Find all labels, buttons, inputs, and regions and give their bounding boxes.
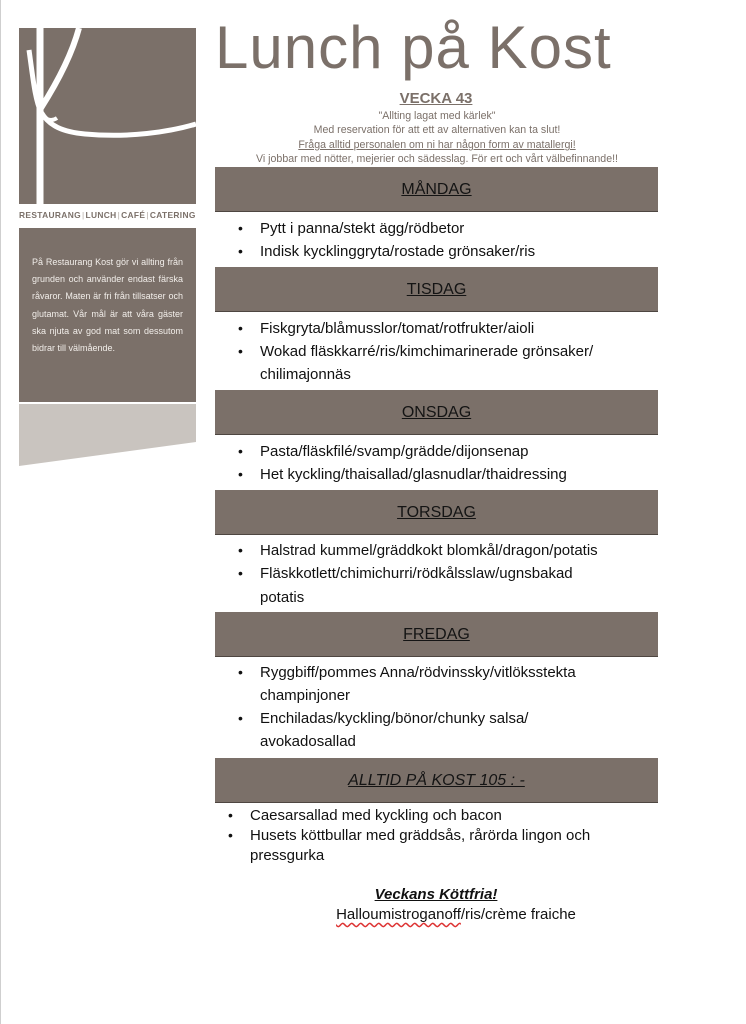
always-on-menu-label: ALLTID PÅ KOST 105 : - [348, 772, 525, 789]
tagline-lunch: LUNCH [85, 210, 117, 220]
list-item: • Indisk kycklinggryta/rostade grönsaker/ris [260, 240, 660, 263]
day-bar-tuesday [215, 267, 658, 312]
list-item-continuation: pressgurka [250, 847, 325, 864]
bullet-icon: • [228, 807, 233, 823]
allergy-note: Fråga alltid personalen om ni har någon form av matallergi! [298, 139, 576, 151]
bullet-icon: • [238, 243, 243, 259]
list-item: • Halstrad kummel/gräddkokt blomkål/dragon/potatis [260, 539, 660, 562]
bullet-icon: • [238, 664, 243, 680]
day-label-tuesday: TISDAG [406, 281, 467, 298]
vegetarian-dish-main: Halloumistroganoff [336, 906, 461, 923]
kost-logo [19, 28, 196, 204]
list-item: • Caesarsallad med kyckling och bacon [228, 807, 502, 824]
list-item: • Enchiladas/kyckling/bönor/chunky salsa/ [260, 707, 660, 730]
tagline-restaurang: RESTAURANG [19, 210, 81, 220]
list-item: • Husets köttbullar med gräddsås, rårörda lingon och [228, 827, 591, 844]
motto: "Allting lagat med kärlek" [378, 110, 496, 122]
list-item: • Het kyckling/thaisallad/glasnudlar/thaidressing [260, 463, 660, 486]
list-item: • Wokad fläskkarré/ris/kimchimarinerade grönsaker/ [260, 340, 660, 363]
day-label-thursday: TORSDAG [397, 504, 476, 521]
list-item: • Ryggbiff/pommes Anna/rödvinssky/vitlöksstekta [260, 661, 660, 684]
day-bar-thursday [215, 490, 658, 535]
list-item-continuation: champinjoner [260, 687, 351, 704]
list-item: • Fläskkotlett/chimichurri/rödkålsslaw/ugnsbakad [260, 562, 660, 585]
logo-k-mark-icon [19, 28, 196, 204]
bullet-icon: • [238, 343, 243, 359]
list-item-continuation: chilimajonnäs [260, 366, 351, 383]
ingredients-note: Vi jobbar med nötter, mejerier och sädesslag. För ert och vårt välbefinnande!! [256, 153, 618, 165]
vegetarian-title: Veckans Köttfria! [374, 886, 498, 903]
day-label-wednesday: ONSDAG [401, 404, 472, 421]
about-text: På Restaurang Kost gör vi allting från grunden och använder endast färska råvaror. Maten är fri från tillsatser och glutamat. Vår mål är att våra gäster ska njuta av god mat som dessutom bidrar till välmående. [32, 257, 183, 354]
day-label-monday: MÅNDAG [401, 181, 472, 198]
bullet-icon: • [228, 827, 233, 843]
list-item-continuation: potatis [260, 589, 305, 606]
always-on-menu-bar [215, 758, 658, 803]
bullet-icon: • [238, 542, 243, 558]
bullet-icon: • [238, 320, 243, 336]
list-item: • Pasta/fläskfilé/svamp/grädde/dijonsenap [260, 440, 660, 463]
list-item: • Pytt i panna/stekt ägg/rödbetor [260, 217, 660, 240]
bullet-icon: • [238, 565, 243, 581]
day-bar-monday [215, 167, 658, 212]
week-number: VECKA 43 [399, 90, 473, 107]
about-box [19, 228, 196, 402]
bullet-icon: • [238, 710, 243, 726]
vegetarian-dish-rest: /ris/crème fraiche [460, 906, 576, 923]
bullet-icon: • [238, 466, 243, 482]
bullet-icon: • [238, 443, 243, 459]
day-bar-wednesday [215, 390, 658, 435]
tagline-catering: CATERING [149, 210, 196, 220]
reservation-note: Med reservation för att ett av alternativen kan ta slut! [313, 124, 561, 136]
list-item: • Fiskgryta/blåmusslor/tomat/rotfrukter/aioli [260, 317, 660, 340]
tagline-cafe: CAFÉ [121, 210, 146, 220]
vegetarian-dish [214, 906, 698, 923]
page-border [0, 0, 1, 1024]
day-bar-friday [215, 612, 658, 657]
list-item-continuation: avokadosallad [260, 733, 356, 750]
bullet-icon: • [238, 220, 243, 236]
page-title: Lunch på Kost [215, 14, 612, 81]
day-label-friday: FREDAG [403, 626, 470, 643]
decorative-gray-shape [19, 404, 196, 468]
tagline: RESTAURANG|LUNCH|CAFÉ|CATERING [19, 210, 196, 220]
